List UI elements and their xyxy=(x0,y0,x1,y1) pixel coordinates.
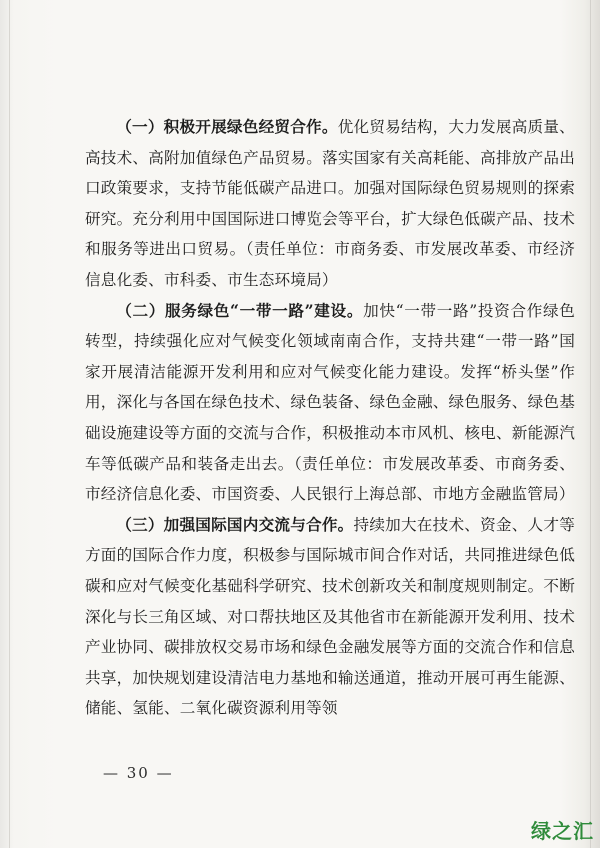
paragraph-belt-and-road xyxy=(85,296,575,510)
paragraph-international-cooperation xyxy=(85,510,575,724)
paragraph-heading: （一）积极开展绿色经贸合作。 xyxy=(116,117,338,136)
paragraph-green-trade xyxy=(85,112,575,296)
watermark-logo: 绿之汇 xyxy=(531,819,594,843)
paragraph-text: 持续加大在技术、资金、人才等方面的国际合作力度，积极参与国际城市间合作对话，共同推进绿色低碳和应对气候变化基础科学研究、技术创新攻关和制度规则制定。不断深化与长三角区域、对口帮扶地区及其他省市在新能源开发利用、技术产业协同、碳排放权交易市场和绿色金融发展等方面的交流合作和信息共享，加快规划建设清洁电力基地和输送通道，推动开展可再生能源、储能、氢能、二氧化碳资源利用等领 xyxy=(85,515,575,718)
paragraph-text: 优化贸易结构，大力发展高质量、高技术、高附加值绿色产品贸易。落实国家有关高耗能、高排放产品出口政策要求，支持节能低碳产品进口。加强对国际绿色贸易规则的探索研究。充分利用中国国际进口博览会等平台，扩大绿色低碳产品、技术和服务等进出口贸易。（责任单位：市商务委、市发展改革委、市经济信息化委、市科委、市生态环境局） xyxy=(85,118,575,289)
page-left-edge xyxy=(9,0,10,848)
document-body xyxy=(85,112,575,724)
paragraph-heading: （三）加强国际国内交流与合作。 xyxy=(116,514,354,534)
page-number: — 30 — xyxy=(103,764,174,782)
paragraph-heading: （二）服务绿色“一带一路”建设。 xyxy=(116,300,364,320)
page-right-edge xyxy=(590,0,591,848)
paragraph-text: 加快“一带一路”投资合作绿色转型，持续强化应对气候变化领域南南合作，支持共建“一带一路”国家开展清洁能源开发利用和应对气候变化能力建设。发挥“桥头堡”作用，深化与各国在绿色技术、绿色装备、绿色金融、绿色服务、绿色基础设施建设等方面的交流与合作，积极推动本市风机、核电、新能源汽车等低碳产品和装备走出去。（责任单位：市发展改革委、市商务委、市经济信息化委、市国资委、人民银行上海总部、市地方金融监管局） xyxy=(85,301,576,504)
